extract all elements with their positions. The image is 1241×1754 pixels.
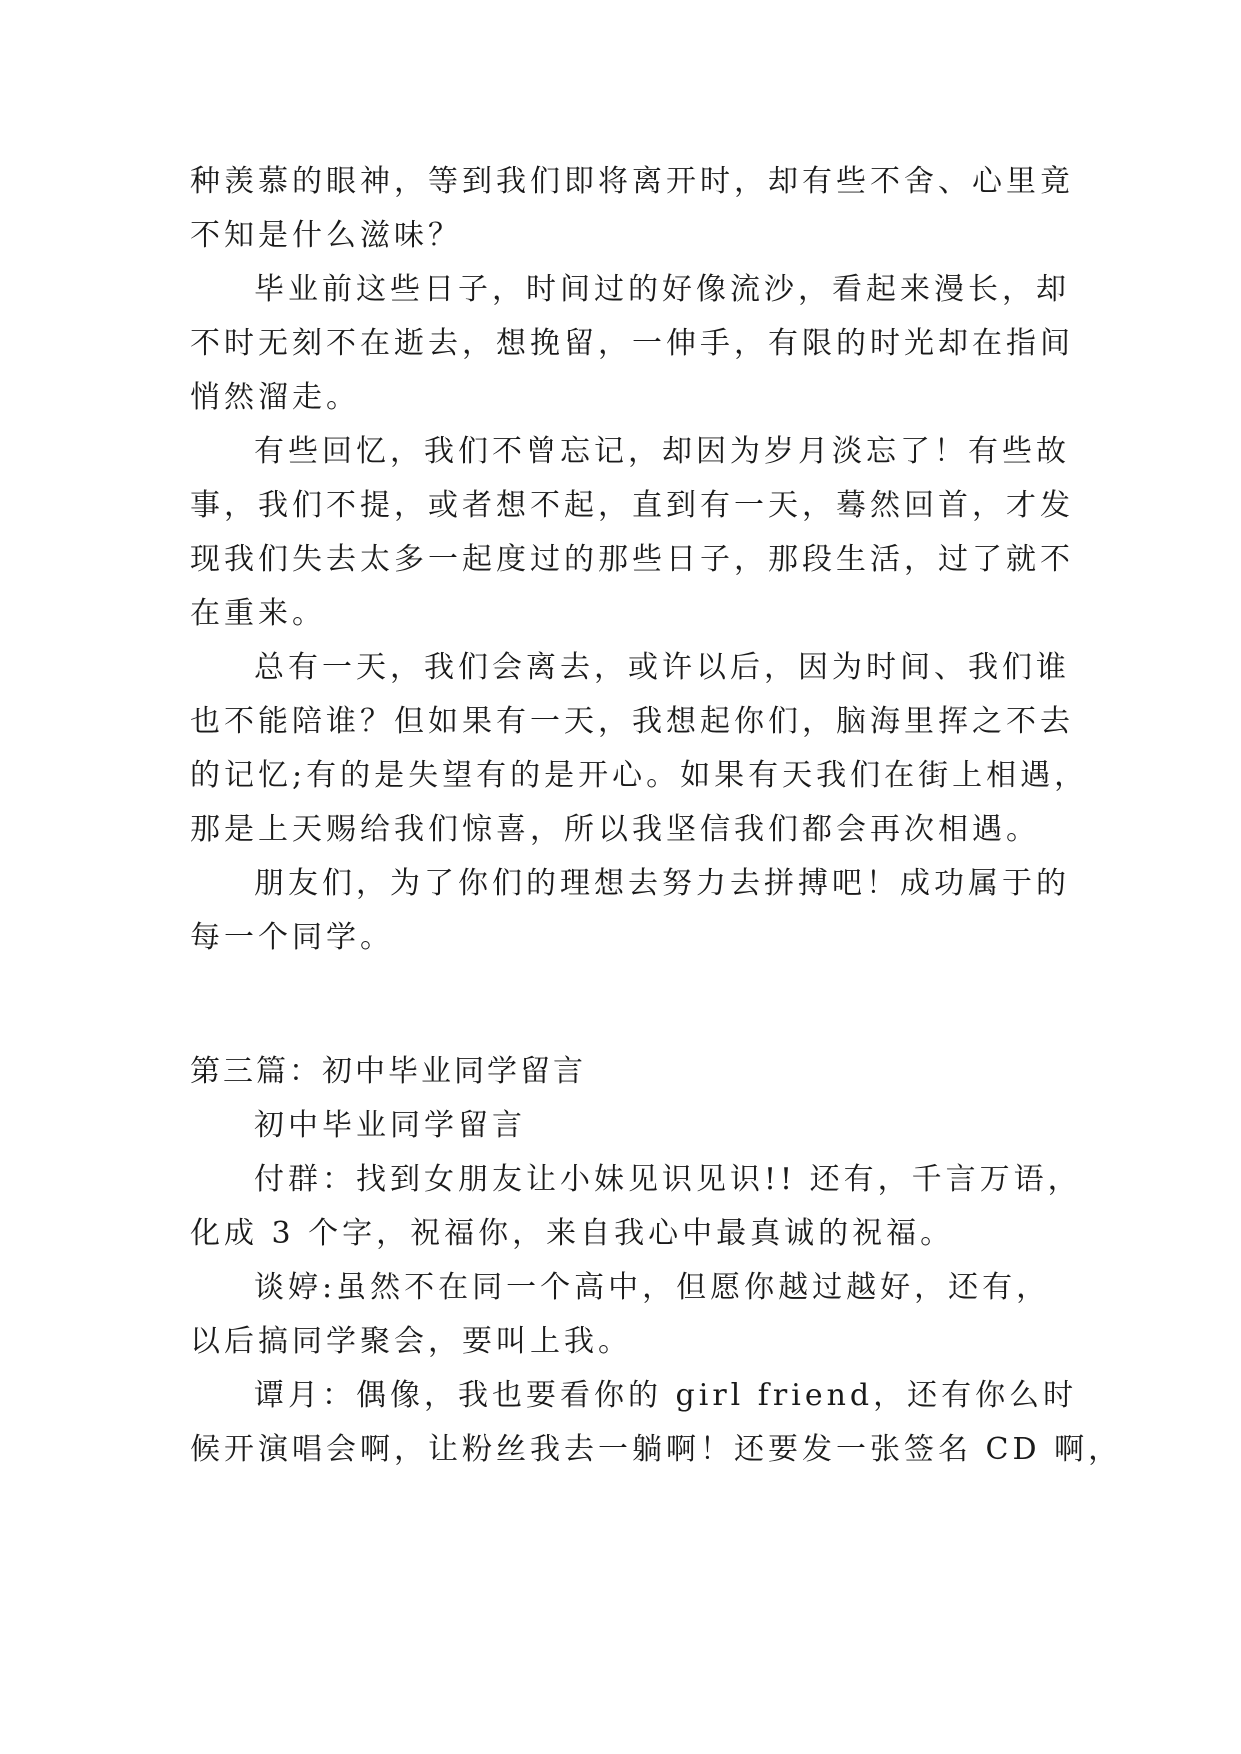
paragraph-line: 有些回忆，我们不曾忘记，却因为岁月淡忘了！有些故 [254,434,1070,469]
paragraph-line: 在重来。 [190,596,326,631]
paragraph-line: 毕业前这些日子，时间过的好像流沙，看起来漫长，却 [254,272,1070,307]
message-line: 谈婷:虽然不在同一个高中，但愿你越过越好，还有， [254,1270,1051,1305]
message-line: 化成 3 个字，祝福你，来自我心中最真诚的祝福。 [190,1216,955,1251]
paragraph-line: 总有一天，我们会离去，或许以后，因为时间、我们谁 [254,650,1070,685]
paragraph-line: 不知是什么滋味？ [190,218,462,253]
paragraph-line: 种羡慕的眼神，等到我们即将离开时，却有些不舍、心里竟 [190,164,1074,199]
paragraph-line: 现我们失去太多一起度过的那些日子，那段生活，过了就不 [190,542,1074,577]
paragraph-line: 不时无刻不在逝去，想挽留，一伸手，有限的时光却在指间 [190,326,1074,361]
message-line: 付群：找到女朋友让小妹见识见识!! 还有，千言万语， [254,1162,1082,1197]
section-heading: 第三篇：初中毕业同学留言 [190,1054,586,1089]
section-subtitle: 初中毕业同学留言 [254,1108,526,1143]
paragraph-line: 的记忆;有的是失望有的是开心。如果有天我们在街上相遇， [190,758,1089,793]
message-line: 以后搞同学聚会，要叫上我。 [190,1324,632,1359]
message-line: 候开演唱会啊，让粉丝我去一躺啊！还要发一张签名 CD 啊， [190,1432,1123,1467]
paragraph-line: 每一个同学。 [190,920,394,955]
message-line: 谭月：偶像，我也要看你的 girl friend，还有你么时 [254,1378,1078,1413]
paragraph-line: 也不能陪谁？但如果有一天，我想起你们，脑海里挥之不去 [190,704,1074,739]
paragraph-line: 朋友们，为了你们的理想去努力去拼搏吧！成功属于的 [254,866,1070,901]
paragraph-line: 悄然溜走。 [190,380,360,415]
paragraph-line: 事，我们不提，或者想不起，直到有一天，蓦然回首，才发 [190,488,1074,523]
paragraph-line: 那是上天赐给我们惊喜，所以我坚信我们都会再次相遇。 [190,812,1040,847]
